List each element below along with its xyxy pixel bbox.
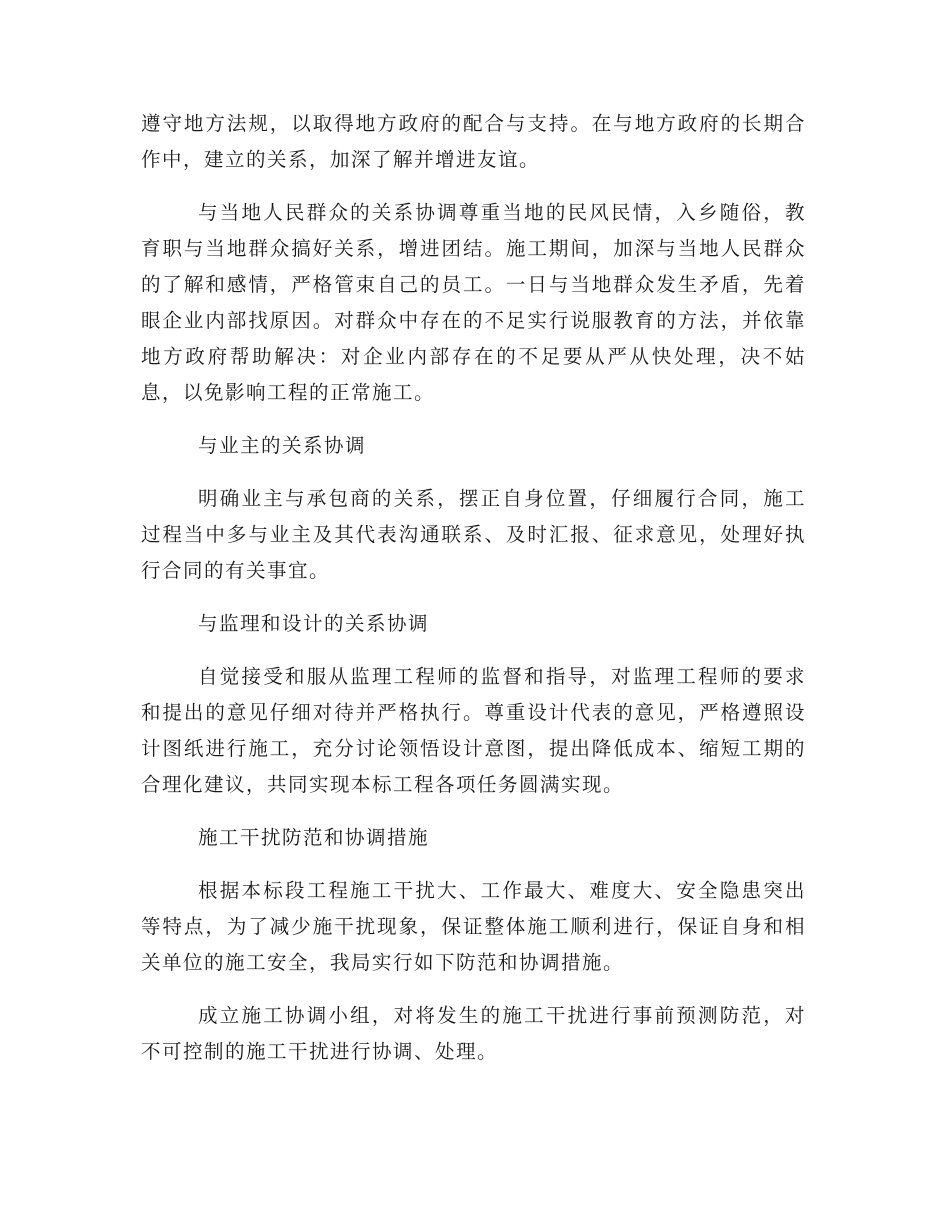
- paragraph-6: 成立施工协调小组，对将发生的施工干扰进行事前预测防范，对不可控制的施工干扰进行协调、处理。: [141, 1004, 806, 1063]
- section-heading-owner: 与业主的关系协调: [198, 434, 367, 457]
- section-heading-supervision: 与监理和设计的关系协调: [198, 612, 430, 635]
- paragraph-2: 与当地人民群众的关系协调尊重当地的民风民情，入乡随俗，教育职与当地群众搞好关系，增进团结。施工期间，加深与当地人民群众的了解和感情，严格管束自己的员工。一日与当地群众发生矛盾，先着眼企业内部找原因。对群众中存在的不足实行说服教育的方法，并依靠地方政府帮助解决：对企业内部存在的不足要从严从快处理，决不姑息，以免影响工程的正常施工。: [141, 201, 806, 404]
- section-heading-interference: 施工干扰防范和协调措施: [198, 826, 430, 849]
- paragraph-3: 明确业主与承包商的关系，摆正自身位置，仔细履行合同，施工过程当中多与业主及其代表沟通联系、及时汇报、征求意见，处理好执行合同的有关事宜。: [141, 487, 806, 582]
- paragraph-1: 遵守地方法规，以取得地方政府的配合与支持。在与地方政府的长期合作中，建立的关系，加深了解并增进友谊。: [141, 112, 806, 171]
- document-body: [141, 106, 806, 1087]
- paragraph-4: 自觉接受和服从监理工程师的监督和指导，对监理工程师的要求和提出的意见仔细对待并严格执行。尊重设计代表的意见，严格遵照设计图纸进行施工，充分讨论领悟设计意图，提出降低成本、缩短工期的合理化建议，共同实现本标工程各项任务圆满实现。: [141, 665, 806, 796]
- paragraph-5: 根据本标段工程施工干扰大、工作最大、难度大、安全隐患突出等特点，为了减少施干扰现象，保证整体施工顺利进行，保证自身和相关单位的施工安全，我局实行如下防范和协调措施。: [141, 879, 806, 974]
